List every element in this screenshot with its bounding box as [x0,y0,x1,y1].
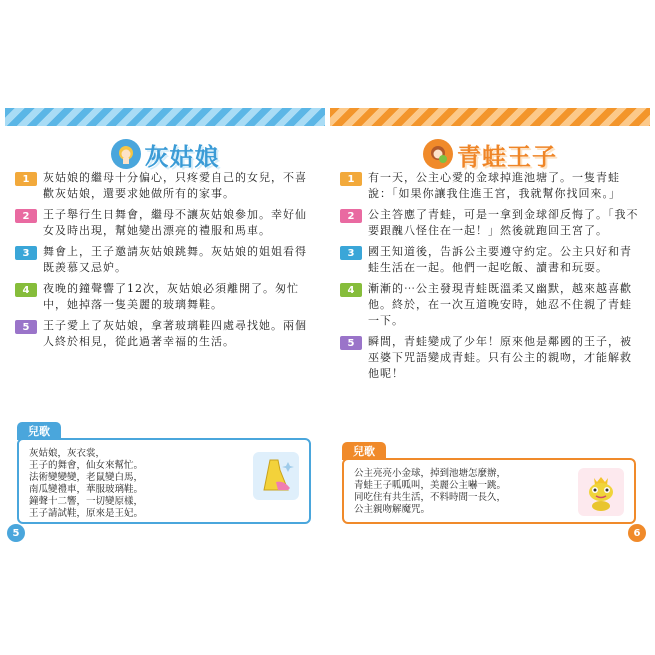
paragraph-text: 國王知道後，告訴公主要遵守約定。公主只好和青蛙生活在一起。他們一起吃飯、讀書和玩耍。 [368,245,632,274]
page-number: 5 [7,524,25,542]
story-paragraphs [340,170,642,387]
story-paragraph [15,318,317,350]
story-paragraph [340,281,642,329]
princess-frog-icon [423,139,453,169]
paragraph-number-badge: 2 [15,209,37,223]
rhyme-line: 鐘聲十二響，一切變原樣， [29,496,144,507]
story-paragraph [340,170,642,202]
paragraph-text: 瞬間，青蛙變成了少年！原來他是鄰國的王子，被巫婆下咒語變成青蛙。只有公主的親吻，才能解救他呢！ [368,335,632,380]
paragraph-number-badge: 1 [340,172,362,186]
glass-slipper-icon [253,452,299,500]
page-number: 6 [628,524,646,542]
story-paragraph [15,244,317,276]
paragraph-text: 夜晚的鐘聲響了12次，灰姑娘必須離開了。匆忙中，她掉落一隻美麗的玻璃舞鞋。 [43,282,299,311]
paragraph-number-badge: 3 [340,246,362,260]
story-paragraphs [15,170,317,355]
rhyme-tab: 兒歌 [342,442,386,460]
paragraph-number-badge: 4 [340,283,362,297]
paragraph-text: 漸漸的⋯公主發現青蛙既溫柔又幽默，越來越喜歡他。終於，在一次互道晚安時，她忍不住親了青蛙一下。 [368,282,632,327]
rhyme-line: 公主亮亮小金球，掉到池塘怎麼辦， [354,468,507,479]
paragraph-text: 王子舉行生日舞會，繼母不讓灰姑娘參加。幸好仙女及時出現，幫她變出漂亮的禮服和馬車。 [43,208,307,237]
story-paragraph [340,244,642,276]
story-paragraph [15,281,317,313]
paragraph-text: 灰姑娘的繼母十分偏心，只疼愛自己的女兒，不喜歡灰姑娘，還要求她做所有的家事。 [43,171,307,200]
story-paragraph [15,207,317,239]
page-title: 青蛙王子 [457,142,557,171]
right-page [330,108,650,548]
rhyme-line: 南瓜變禮車，華服玻璃鞋。 [29,484,144,495]
rhyme-box [342,458,636,524]
top-stripe [330,108,650,126]
rhyme-line: 法術變變變，老鼠變白馬， [29,472,144,483]
rhyme-box [17,438,311,524]
paragraph-number-badge: 2 [340,209,362,223]
paragraph-number-badge: 4 [15,283,37,297]
left-page [5,108,325,548]
rhyme-line: 青蛙王子呱呱叫，美麗公主嚇一跳。 [354,480,507,491]
rhyme-line: 王子的舞會，仙女來幫忙。 [29,460,144,471]
title-header [330,134,650,174]
paragraph-number-badge: 5 [15,320,37,334]
frog-prince-icon [578,468,624,516]
paragraph-text: 公主答應了青蛙，可是一拿到金球卻反悔了。「我不要跟醜八怪住在一起！」然後就跑回王宮了。 [368,208,639,237]
story-paragraph [15,170,317,202]
paragraph-number-badge: 3 [15,246,37,260]
paragraph-number-badge: 1 [15,172,37,186]
story-paragraph [340,334,642,382]
paragraph-text: 王子愛上了灰姑娘，拿著玻璃鞋四處尋找她。兩個人終於相見，從此過著幸福的生活。 [43,319,307,348]
girl-portrait-icon [111,139,141,169]
rhyme-tab: 兒歌 [17,422,61,440]
title-header [5,134,325,174]
rhyme-line: 灰姑娘，灰衣裳， [29,448,106,459]
rhyme-line: 王子請試鞋，原來是王妃。 [29,508,144,519]
story-paragraph [340,207,642,239]
page-title: 灰姑娘 [144,142,220,171]
paragraph-text: 舞會上，王子邀請灰姑娘跳舞。灰姑娘的姐姐看得既羨慕又忌妒。 [43,245,307,274]
rhyme-line: 公主親吻解魔咒。 [354,504,431,515]
paragraph-text: 有一天，公主心愛的金球掉進池塘了。一隻青蛙說：「如果你讓我住進王宮，我就幫你找回來。」 [368,171,621,200]
rhyme-line: 同吃住有共生活，不料時間一長久， [354,492,507,503]
top-stripe [5,108,325,126]
paragraph-number-badge: 5 [340,336,362,350]
